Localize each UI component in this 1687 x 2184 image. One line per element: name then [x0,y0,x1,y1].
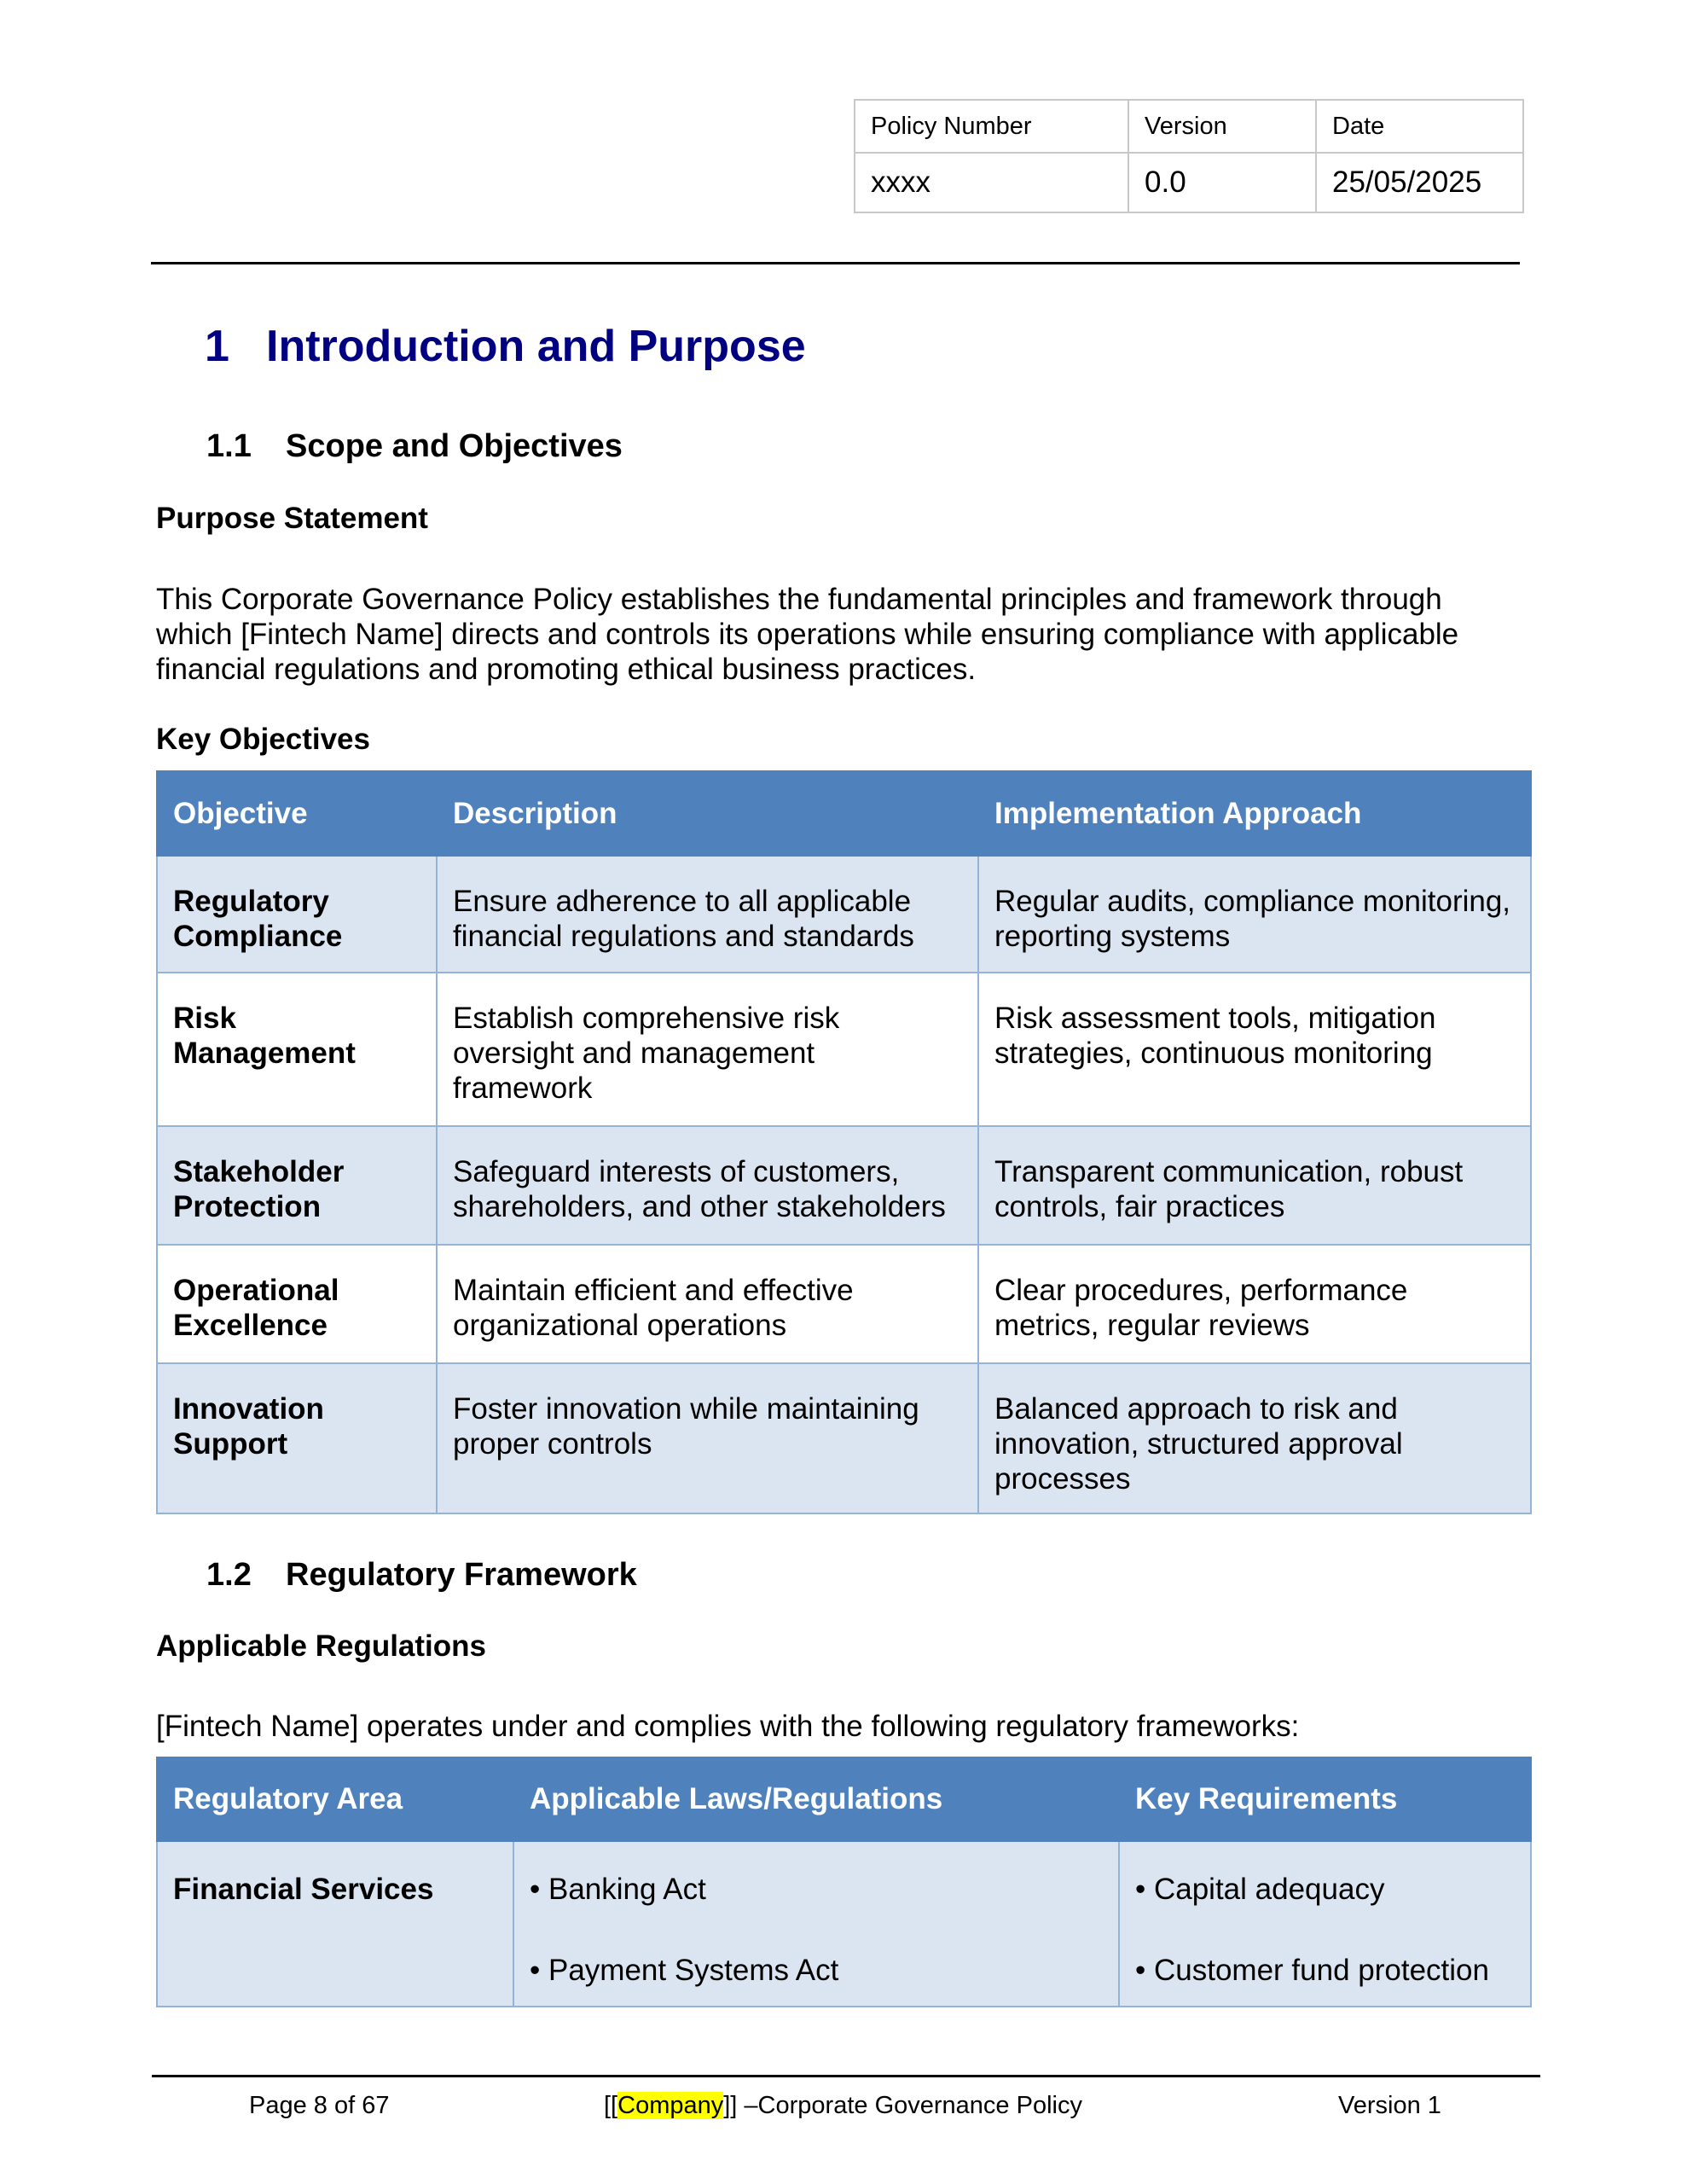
objective-cell: Risk Management [157,973,437,1126]
approach-cell: Balanced approach to risk and innovation, structured approval processes [978,1363,1531,1513]
section-heading-1 [205,321,806,372]
objective-cell: Regulatory Compliance [157,856,437,973]
key-objectives-heading: Key Objectives [156,723,370,756]
table-row [157,1363,1531,1513]
description-cell: Safeguard interests of customers, shareholders, and other stakeholders [437,1126,978,1245]
subsection-heading-1-1 [206,428,623,465]
subsection-heading-1-2 [206,1557,637,1594]
column-header-key-requirements: Key Requirements [1119,1757,1531,1841]
approach-cell: Transparent communication, robust controls, fair practices [978,1126,1531,1245]
objective-cell: Operational Excellence [157,1245,437,1363]
subsection-number: 1.1 [206,428,252,464]
footer-version: Version 1 [1338,2092,1441,2119]
subsection-number: 1.2 [206,1557,252,1593]
column-header-description: Description [437,771,978,856]
objective-cell: Innovation Support [157,1363,437,1513]
approach-cell: Regular audits, compliance monitoring, reporting systems [978,856,1531,973]
subsection-title: Scope and Objectives [286,428,623,464]
meta-policy-number: xxxx [855,153,1128,212]
regulatory-area-cell: Financial Services [157,1841,513,2007]
paragraph-line: financial regulations and promoting ethical business practices. [156,653,977,686]
description-cell: Ensure adherence to all applicable financial regulations and standards [437,856,978,973]
column-header-applicable-laws: Applicable Laws/Regulations [513,1757,1119,1841]
document-meta-table [854,99,1524,213]
table-row [157,973,1531,1126]
bullet-item: • Customer fund protection [1135,1954,1489,1987]
meta-header-version: Version [1128,100,1316,153]
key-objectives-table [156,770,1532,1514]
table-header-row [157,1757,1531,1841]
table-row [157,856,1531,973]
footer-divider [152,2075,1540,2077]
applicable-regulations-heading: Applicable Regulations [156,1629,486,1663]
header-divider [151,262,1520,264]
approach-cell: Clear procedures, performance metrics, regular reviews [978,1245,1531,1363]
company-placeholder: Company [617,2092,724,2119]
bullet-item: • Payment Systems Act [530,1954,839,1987]
description-cell: Establish comprehensive risk oversight and management framework [437,973,978,1126]
column-header-objective: Objective [157,771,437,856]
purpose-statement-heading: Purpose Statement [156,502,428,535]
meta-header-policy-number: Policy Number [855,100,1128,153]
purpose-statement-paragraph [156,582,1521,687]
footer-page-number: Page 8 of 67 [249,2092,390,2119]
footer-document-title: [[Company]] –Corporate Governance Policy [604,2092,1082,2119]
requirements-cell [1119,1841,1531,2007]
table-row [157,1841,1531,2007]
regulations-intro: [Fintech Name] operates under and complies with the following regulatory frameworks: [156,1710,1300,1743]
approach-cell: Risk assessment tools, mitigation strategies, continuous monitoring [978,973,1531,1126]
meta-header-date: Date [1316,100,1523,153]
bullet-item: • Banking Act [530,1873,706,1906]
column-header-implementation: Implementation Approach [978,771,1531,856]
meta-date: 25/05/2025 [1316,153,1523,212]
table-row [157,1245,1531,1363]
paragraph-line: This Corporate Governance Policy establishes the fundamental principles and framework through [156,583,1442,616]
regulatory-framework-table [156,1757,1532,2007]
laws-cell [513,1841,1119,2007]
objective-cell: Stakeholder Protection [157,1126,437,1245]
column-header-regulatory-area: Regulatory Area [157,1757,513,1841]
description-cell: Maintain efficient and effective organizational operations [437,1245,978,1363]
meta-version: 0.0 [1128,153,1316,212]
subsection-title: Regulatory Framework [286,1557,637,1593]
paragraph-line: which [Fintech Name] directs and controls its operations while ensuring compliance with applicable [156,618,1459,651]
table-header-row [157,771,1531,856]
section-number: 1 [205,322,229,371]
bullet-item: • Capital adequacy [1135,1873,1385,1906]
section-title: Introduction and Purpose [266,322,806,371]
description-cell: Foster innovation while maintaining proper controls [437,1363,978,1513]
table-row [157,1126,1531,1245]
